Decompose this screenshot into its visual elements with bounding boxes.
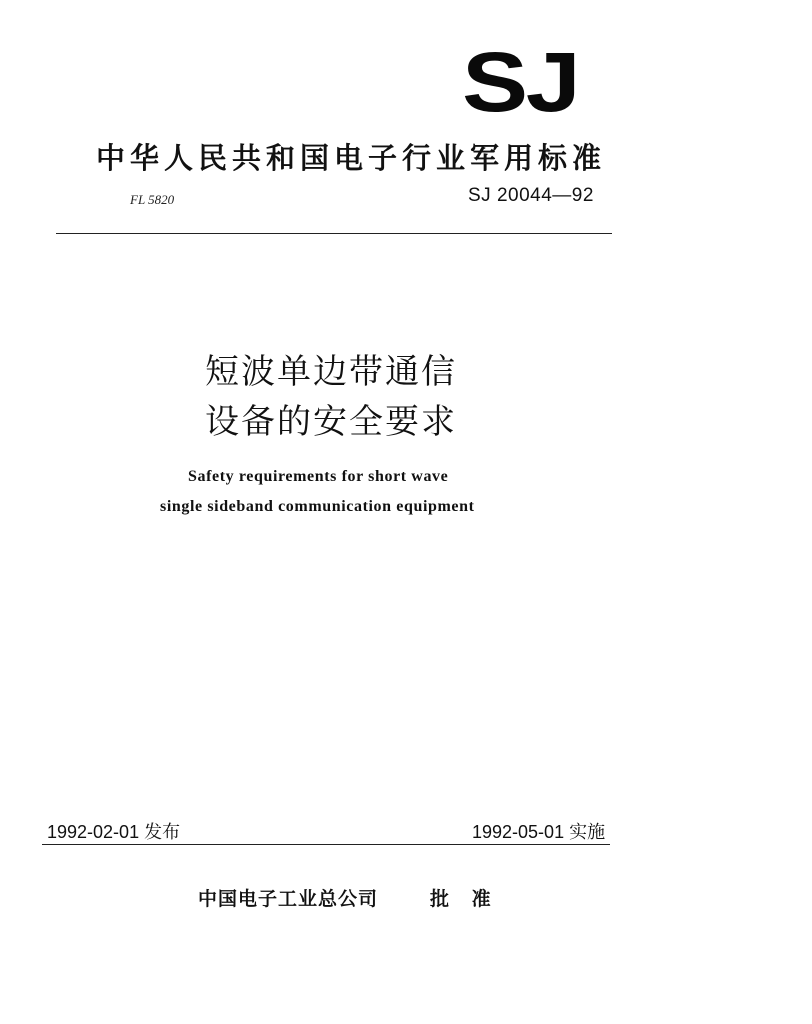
- footer-divider: [42, 844, 610, 845]
- approving-authority: 中国电子工业总公司: [198, 888, 379, 910]
- issue-date: 1992-02-01 发布: [47, 822, 181, 842]
- standard-number: SJ 20044—92: [468, 185, 594, 206]
- document-title-cn-line1: 短波单边带通信: [205, 352, 457, 392]
- document-title-en-line1: Safety requirements for short wave: [188, 468, 449, 485]
- effective-date: 1992-05-01 实施: [472, 822, 606, 842]
- sj-logo: SJ: [462, 35, 579, 129]
- document-title-cn-line2: 设备的安全要求: [205, 402, 457, 442]
- standard-category-title: 中华人民共和国电子行业军用标准: [96, 141, 607, 175]
- header-divider: [56, 233, 612, 234]
- document-title-en-line2: single sideband communication equipment: [160, 498, 475, 515]
- approve-label: 批 准: [430, 888, 499, 910]
- classification-code: FL 5820: [130, 192, 175, 207]
